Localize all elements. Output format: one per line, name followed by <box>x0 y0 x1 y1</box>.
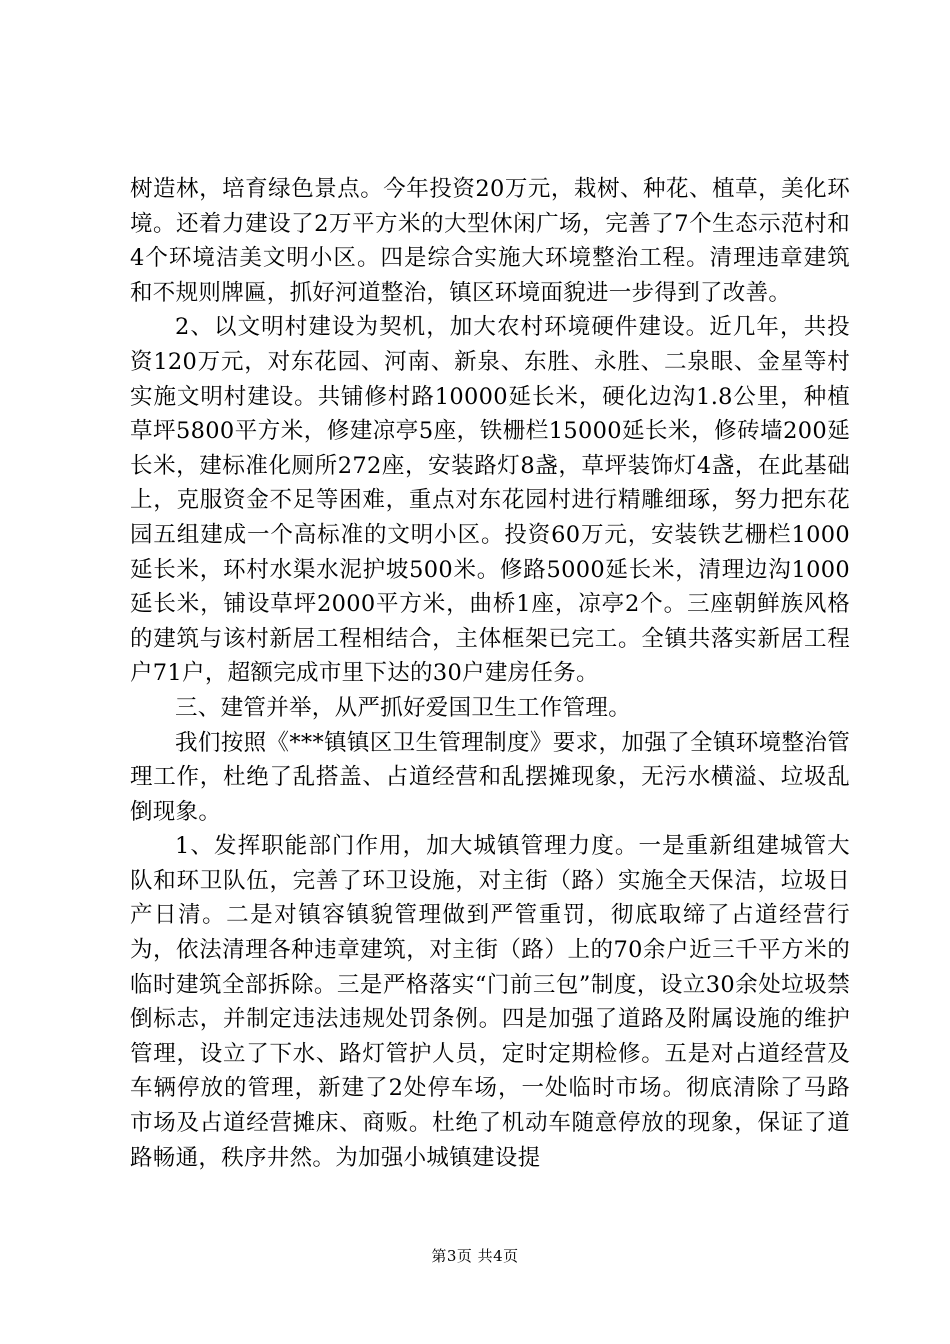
paragraph-5: 1、发挥职能部门作用，加大城镇管理力度。一是重新组建城管大队和环卫队伍，完善了环卫设施，对主街（路）实施全天保洁，垃圾日产日清。二是对镇容镇貌管理做到严管重罚，彻底取缔了占道经营行为，依法清理各种违章建筑，对主街（路）上的70余户近三千平方米的临时建筑全部拆除。三是严格落实“门前三包”制度，设立30余处垃圾禁倒标志，并制定违法违规处罚条例。四是加强了道路及附属设施的维护管理，设立了下水、路灯管护人员，定时定期检修。五是对占道经营及车辆停放的管理，新建了2处停车场，一处临时市场。彻底清除了马路市场及占道经营摊床、商贩。杜绝了机动车随意停放的现象，保证了道路畅通，秩序井然。为加强小城镇建设提 <box>130 833 850 1171</box>
document-body <box>130 172 850 1175</box>
paragraph-1: 树造林，培育绿色景点。今年投资20万元，栽树、种花、植草，美化环境。还着力建设了2万平方米的大型休闲广场，完善了7个生态示范村和4个环境洁美文明小区。四是综合实施大环境整治工程。清理违章建筑和不规则牌匾，抓好河道整治，镇区环境面貌进一步得到了改善。 <box>130 176 850 306</box>
section-heading-3: 三、建管并举，从严抓好爱国卫生工作管理。 <box>175 694 632 721</box>
paragraph-2: 2、以文明村建设为契机，加大农村环境硬件建设。近几年，共投资120万元，对东花园、河南、新泉、东胜、永胜、二泉眼、金星等村实施文明村建设。共铺修村路10000延长米，硬化边沟1.8公里，种植草坪5800平方米，修建凉亭5座，铁栅栏15000延长米，修砖墙200延长米，建标准化厕所272座，安装路灯8盏，草坪装饰灯4盏，在此基础上，克服资金不足等困难，重点对东花园村进行精雕细琢，努力把东花园五组建成一个高标准的文明小区。投资60万元，安装铁艺栅栏1000延长米，环村水渠水泥护坡500米。修路5000延长米，清理边沟1000延长米，铺设草坪2000平方米，曲桥1座，凉亭2个。三座朝鲜族风格的建筑与该村新居工程相结合，主体框架已完工。全镇共落实新居工程户71户，超额完成市里下达的30户建房任务。 <box>130 314 850 687</box>
paragraph-4: 我们按照《***镇镇区卫生管理制度》要求，加强了全镇环境整治管理工作，杜绝了乱搭盖、占道经营和乱摆摊现象，无污水横溢、垃圾乱倒现象。 <box>130 729 850 825</box>
page-footer: 第3页 共4页 <box>431 1247 519 1265</box>
